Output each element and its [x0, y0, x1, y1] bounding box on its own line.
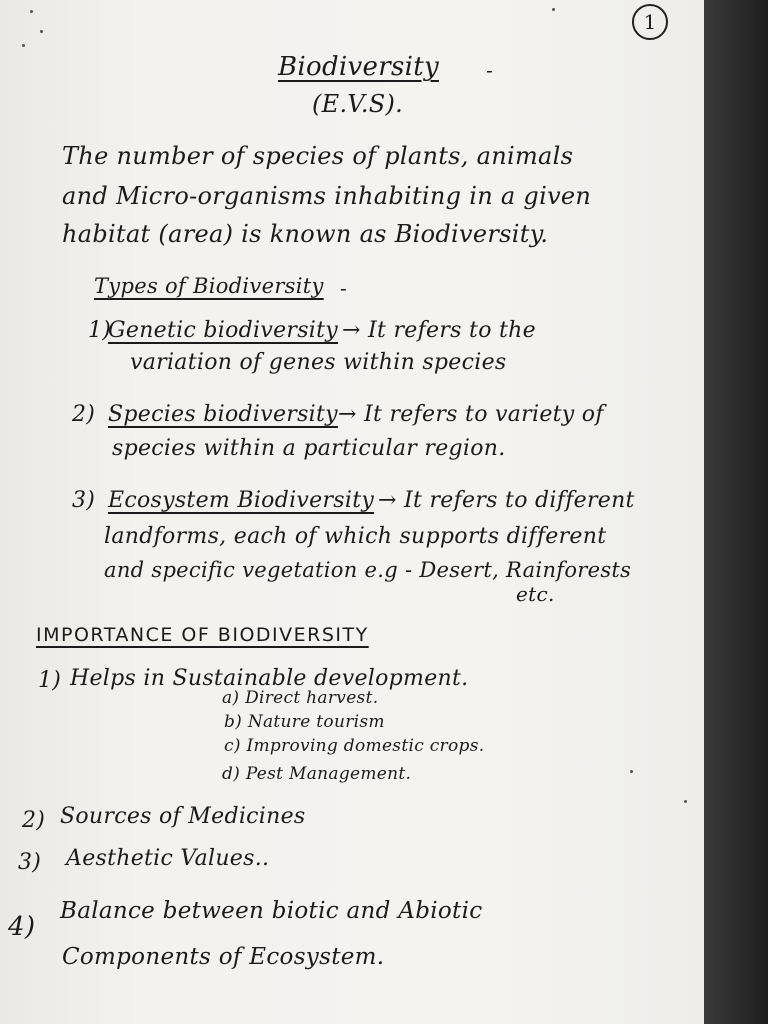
importance-text-continuation: Components of Ecosystem. [62, 944, 385, 970]
definition-line: habitat (area) is known as Biodiversity. [62, 220, 549, 248]
importance-text: Sources of Medicines [60, 804, 306, 829]
title-dash: - [486, 58, 494, 82]
type-description: → It refers to different [378, 488, 635, 513]
importance-subitem: d) Pest Management. [222, 764, 412, 784]
page-title: Biodiversity [278, 52, 439, 82]
importance-text: Balance between biotic and Abiotic [60, 898, 483, 924]
importance-text: Helps in Sustainable development. [70, 666, 469, 691]
types-heading: Types of Biodiversity [94, 274, 324, 298]
importance-number: 2) [22, 808, 46, 833]
importance-subitem: c) Improving domestic crops. [224, 736, 485, 756]
scan-dark-edge [704, 0, 768, 1024]
type-number: 2) [72, 402, 96, 427]
importance-heading: IMPORTANCE OF BIODIVERSITY [36, 624, 369, 646]
importance-subitem: b) Nature tourism [224, 712, 385, 732]
type-continuation: etc. [516, 582, 555, 606]
type-continuation: and specific vegetation e.g - Desert, Rainforests [104, 558, 632, 582]
type-number: 1) [88, 318, 112, 343]
ink-speck [40, 30, 43, 33]
importance-number: 1) [38, 668, 62, 693]
type-name: Genetic biodiversity [108, 318, 339, 343]
type-continuation: species within a particular region. [112, 436, 506, 461]
importance-subitem: a) Direct harvest. [222, 688, 379, 708]
page-subtitle: (E.V.S). [312, 90, 404, 118]
ink-speck [630, 770, 633, 773]
definition-line: and Micro-organisms inhabiting in a given [62, 182, 592, 210]
importance-text: Aesthetic Values.. [66, 846, 270, 871]
definition-line: The number of species of plants, animals [62, 142, 574, 170]
type-continuation: landforms, each of which supports different [104, 524, 607, 549]
type-continuation: variation of genes within species [130, 350, 507, 375]
ink-speck [552, 8, 555, 11]
type-number: 3) [72, 488, 96, 513]
ink-speck [22, 44, 25, 47]
type-name: Species biodiversity [108, 402, 338, 427]
type-name: Ecosystem Biodiversity [108, 488, 375, 513]
page-number: 1 [632, 4, 668, 40]
type-description: → It refers to the [342, 318, 536, 343]
ink-speck [30, 10, 33, 13]
ink-speck [684, 800, 687, 803]
importance-number: 4) [8, 912, 36, 942]
type-description: → It refers to variety of [338, 402, 604, 427]
types-heading-dash: - [340, 276, 348, 300]
importance-number: 3) [18, 850, 42, 875]
